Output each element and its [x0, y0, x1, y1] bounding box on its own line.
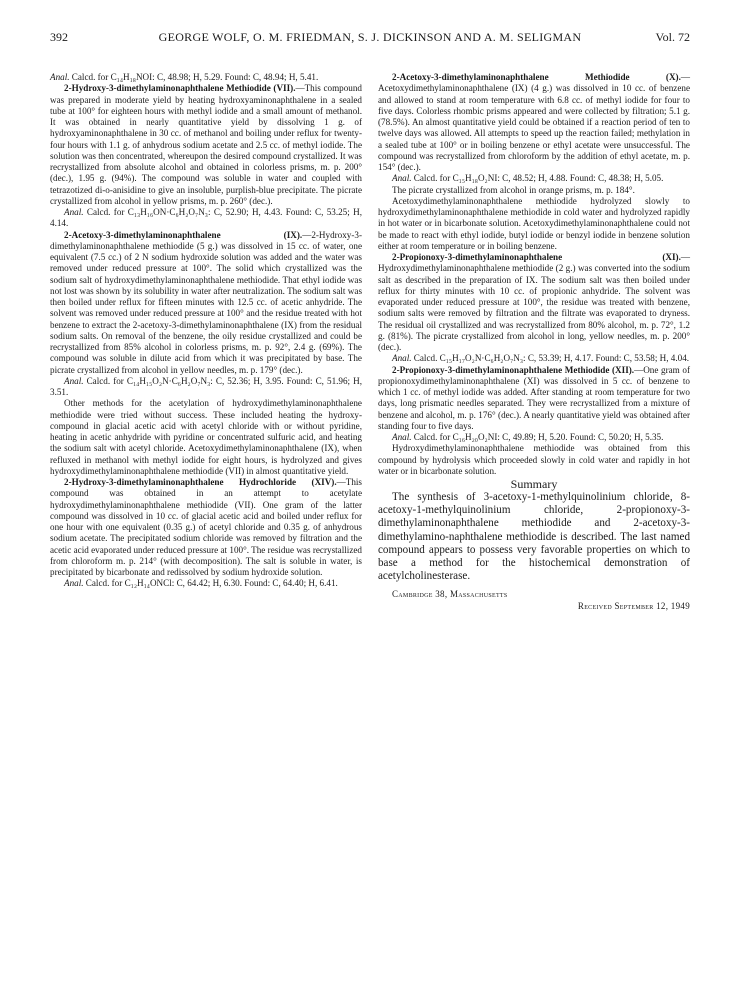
analysis-paragraph: Anal. Calcd. for C₁₃H₁₆ON·C₆H₂O₇N₃: C, 52.90; H, 4.43. Found: C, 53.25; H, 4.14. — [50, 207, 362, 229]
running-authors: GEORGE WOLF, O. M. FRIEDMAN, S. J. DICKINSON AND A. M. SELIGMAN — [158, 30, 582, 44]
analysis-paragraph: Anal. Calcd. for C₁₅H₁₈O₂NI: C, 48.52; H, 4.88. Found: C, 48.38; H, 5.05. — [392, 173, 664, 184]
summary-text: The synthesis of 3-acetoxy-1-methylquinolinium chloride, 8-acetoxy-1-methylquinolinium chloride, 2-propionoxy-3-dimethylaminonaphthalene methiodide and 2-acetoxy-3-dimethylamino-naphthalene methiodide is described. The last named compound appears to possess very favorable properties on which to base a method for the histochemical demonstration of acetylcholinesterase. — [378, 491, 690, 583]
compound-section-x: 2-Acetoxy-3-dimethylaminonaphthalene Methiodide (X).—Acetoxydimethylaminonaphthalene (IX) (4 g.) was dissolved in 10 cc. of benzene and allowed to stand at room temperature with 6.8 cc. of methyl iodide for four to five days. Colorless rhombic prisms appeared and were collected by filtration; 5.1 g. (78.5%). An almost quantitative yield could be obtained if a reaction period of ten to twelve days was allowed. All attempts to speed up the reaction failed; methylation in a sealed tube at 100° or in boiling benzene or ethyl acetate were unsuccessful. The compound was recrystallized from chloroform by the addition of ethyl acetate, m. p. 154° (dec.). — [378, 72, 690, 172]
summary-heading: Summary — [510, 477, 558, 491]
body-paragraph: Hydroxydimethylaminonaphthalene methiodide was obtained from this compound by hydrolysis which proceeded slowly in cold water and rapidly in hot water or in bicarbonate solution. — [378, 443, 690, 476]
volume-label: Vol. 72 — [655, 30, 690, 44]
compound-section-vii: 2-Hydroxy-3-dimethylaminonaphthalene Methiodide (VII).—This compound was prepared in moderate yield by heating hydroxyaminonaphthalene in a sealed tube at 100° for eighteen hours with methyl iodide and a small amount of methanol. It was obtained in nearly quantitative yield by dissolving 1 g. of hydroxyaminonaphthalene in 30 cc. of methanol and boiling under reflux for twenty-four hours with 1.1 g. of anhydrous sodium acetate and 2.5 cc. of methyl iodide. The solution was then concentrated, whereupon the desired compound crystallized. It was recrystallized from absolute alcohol and obtained in colorless prisms, m. p. 200° (dec.), 1.95 g. (94%). The compound was soluble in water and coupled with tetrazotized di-o-anisidine to give an insoluble, purplish-blue precipitate. The picrate crystallized from alcohol in yellow prisms, m. p. 260° (dec.). — [50, 83, 362, 206]
right-column — [378, 72, 690, 612]
page-number: 392 — [50, 30, 68, 44]
received-date: Received September 12, 1949 — [577, 600, 690, 611]
compound-section-ix: 2-Acetoxy-3-dimethylaminonaphthalene (IX).—2-Hydroxy-3-dimethylaminonaphthalene methiodide (5 g.) was dissolved in 15 cc. of water, one equivalent (7.5 cc.) of 2 N sodium hydroxide solution was added and the water was removed under reduced pressure at 100°. The solid which crystallized was the sodium salt of hydroxydimethylaminonaphthalene methiodide. That ethyl iodide was not lost was shown by its solubility in water after neutralization. The sodium salt was then boiled under reflux for fifteen minutes with 12.5 cc. of acetic anhydride. The solvent was removed under reduced pressure at 100° and the residue treated with hot benzene to extract the 2-acetoxy-3-dimethylaminonaphthalene (IX) from the residual sodium salts. On removal of the benzene, the oily residue crystallized and could be recrystallized from 85% alcohol in colorless prisms, m. p. 92°, 2.4 g. (69%). The compound was soluble in dilute acid from which it was precipitated by base. The picrate crystallized from alcohol in yellow needles, m. p. 179° (dec.). — [50, 229, 362, 375]
analysis-paragraph: Anal. Calcd. for C₁₄H₁₅O₂N·C₆H₂O₇N₃: C, 52.36; H, 3.95. Found: C, 51.96; H, 3.51. — [50, 375, 362, 397]
analysis-paragraph: Anal. Calcd. for C₁₂H₁₄ONCl: C, 64.42; H, 6.30. Found: C, 64.40; H, 6.41. — [64, 578, 338, 589]
institution-location: Cambridge 38, Massachusetts — [392, 589, 508, 600]
analysis-paragraph: Anal. Calcd. for C₁₆H₂₀O₂NI: C, 49.89; H, 5.20. Found: C, 50.20; H, 5.35. — [392, 432, 664, 442]
analysis-paragraph: Anal. Calcd. for C₁₄H₁₈NOI: C, 48.98; H, 5.29. Found: C, 48.94; H, 5.41. — [50, 72, 319, 82]
analysis-paragraph: Anal. Calcd. C₁₅H₁₇O₂N·C₆H₂O₇N₃: C, 53.39; H, 4.17. Found: C, 53.58; H, 4.04. — [392, 353, 690, 364]
compound-section-xi: 2-Propionoxy-3-dimethylaminonaphthalene (XI).—Hydroxydimethylaminonaphthalene methiodide (2 g.) was converted into the sodium salt as described in the preparation of IX. The sodium salt was then boiled under reflux for thirty minutes with 10 cc. of propionic anhydride. The solvent was evaporated under reduced pressure at 100°, the residue was treated with benzene, sodium salts were removed by filtration and the filtrate was evaporated to dryness. The residual oil crystallized and was recrystallized from 80% alcohol, m. p. 72°, 1.2 g. (81%). The picrate crystallized from alcohol in long, yellow needles, m. p. 200° (dec.). — [378, 252, 690, 352]
left-column — [50, 72, 362, 590]
page-header — [50, 30, 690, 48]
compound-section-xiv: 2-Hydroxy-3-dimethylaminonaphthalene Hydrochloride (XIV).—This compound was obtained in an attempt to acetylate hydroxydimethylaminonaphthalene methiodide (VII). One gram of the latter compound was dissolved in 10 cc. of glacial acetic acid and boiled under reflux for one hour with one equivalent (0.35 g.) of acetyl chloride and 0.35 g. of anhydrous sodium acetate. The precipitated sodium chloride was removed by filtration and the acetic acid evaporated under reduced pressure at 100°. The residue was recrystallized from chloroform m. p. 214° (with decomposition). The salt is soluble in water, is precipitated by bicarbonate and redissolved by sodium hydroxide solution. — [50, 477, 362, 577]
body-paragraph: The picrate crystallized from alcohol in orange prisms, m. p. 184°. — [392, 184, 635, 195]
body-paragraph: Other methods for the acetylation of hydroxydimethylaminonaphthalene methiodide were tried without success. These included heating the hydroxy-compound in glacial acetic acid with acetyl chloride with or without pyridine, heating in acetic anhydride with pyridine or concentrated sulfuric acid, and heating the sodium salt with acetyl chloride. Acetoxydimethylaminonaphthalene (IX), when refluxed in methanol with methyl iodide for eight hours, is hydrolyzed and gives hydroxydimethylaminonaphthalene methiodide (VII) in almost quantitative yield. — [50, 398, 362, 476]
compound-section-xii: 2-Propionoxy-3-dimethylaminonaphthalene Methiodide (XII).—One gram of propionoxydimethylaminonaphthalene (XI) was dissolved in 5 cc. of benzene to which 1 cc. of methyl iodide was added. After standing at room temperature for two days, long prismatic needles separated. They were recrystallized from a mixture of benzene and alcohol, m. p. 176° (dec.). A nearly quantitative yield was obtained after standing four to five days. — [378, 364, 690, 431]
body-paragraph: Acetoxydimethylaminonaphthalene methiodide hydrolyzed slowly to hydroxydimethylaminonaphthalene methiodide in cold water and hydrolyzed rapidly in hot water or in bicarbonate solution. Acetoxydimethylaminonaphthalene could not be made to react with ethyl iodide, butyl iodide or benzyl iodide in benzene solution either at room temperature or in boiling benzene. — [378, 195, 690, 251]
